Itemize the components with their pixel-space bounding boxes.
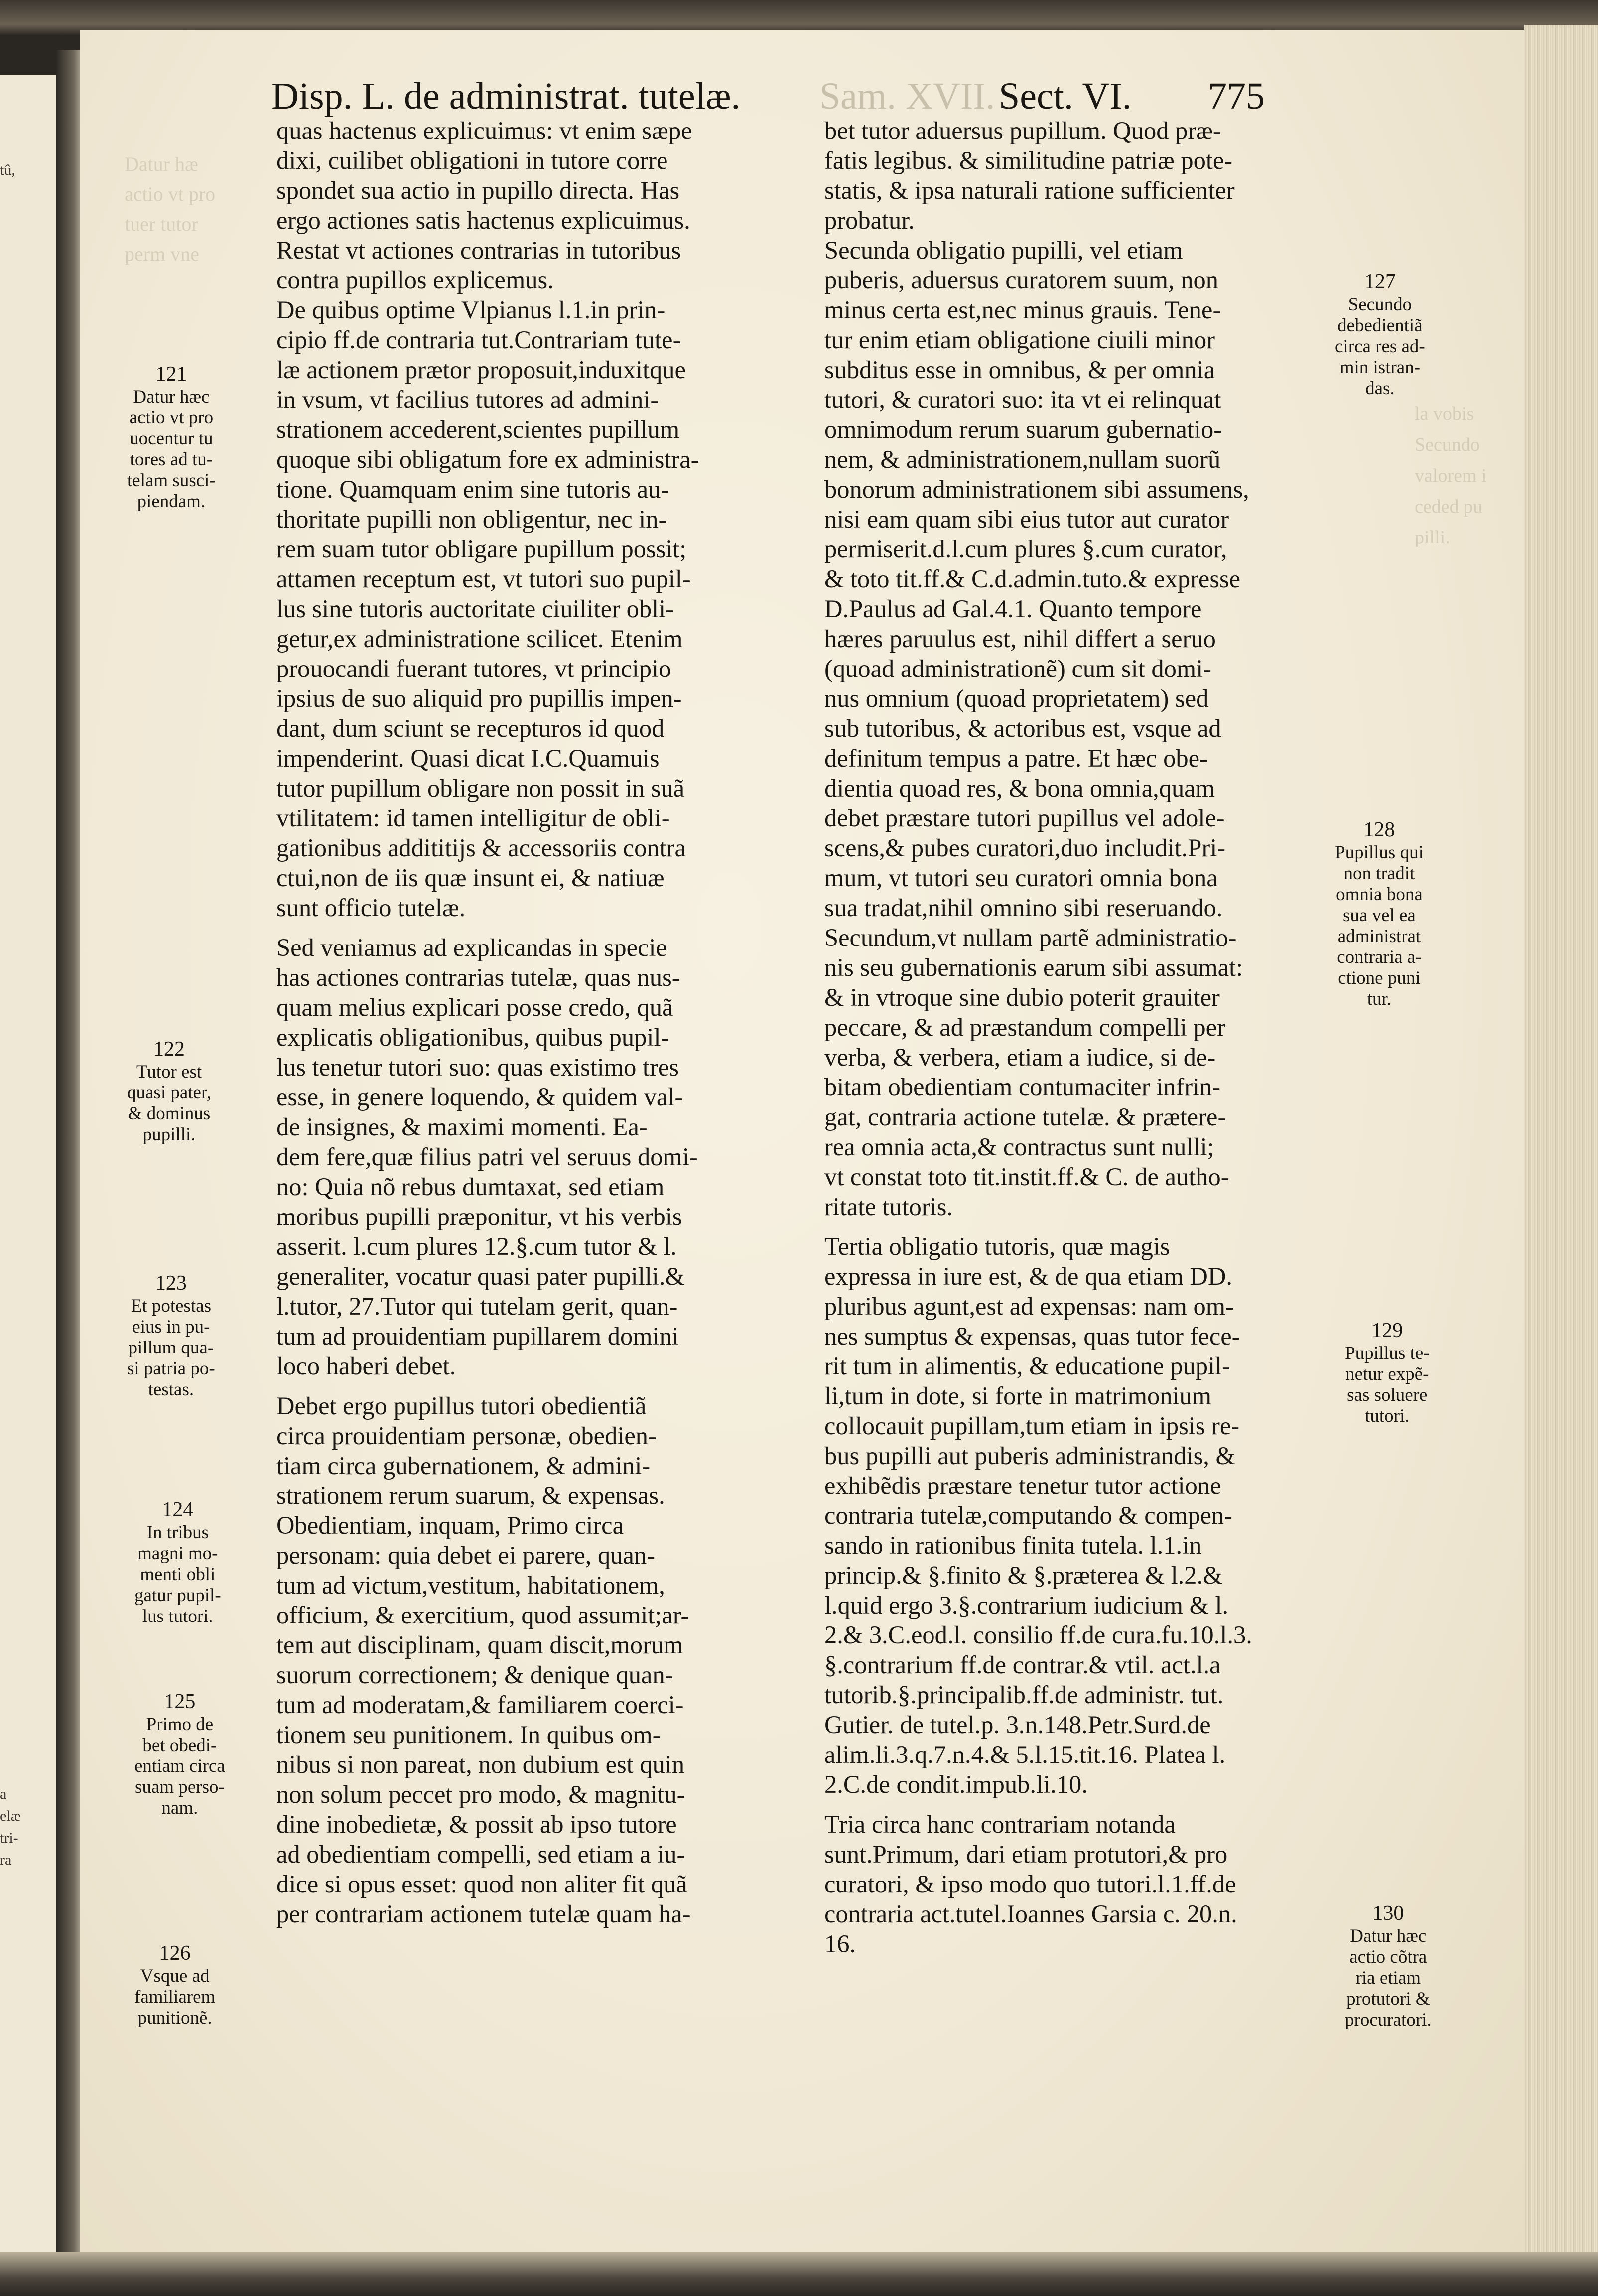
text-line: impenderint. Quasi dicat I.C.Quamuis bbox=[276, 744, 660, 772]
text-line: loco haberi debet. bbox=[276, 1352, 456, 1380]
margin-note-line: procuratori. bbox=[1345, 2010, 1432, 2030]
facing-page-fragment: tû, bbox=[0, 162, 15, 178]
margin-note bbox=[127, 364, 216, 512]
margin-note-line: piendam. bbox=[137, 491, 206, 512]
text-line: dice si opus esset: quod non aliter fit quã bbox=[276, 1870, 687, 1898]
text-line: nis seu gubernationis earum sibi assumat: bbox=[824, 953, 1243, 981]
text-line: bitam obedientiam contumaciter infrin- bbox=[824, 1073, 1221, 1101]
show-through-line: la vobis bbox=[1415, 404, 1474, 424]
text-line: has actiones contrarias tutelæ, quas nus- bbox=[276, 963, 680, 991]
margin-note bbox=[134, 1499, 221, 1627]
margin-note-line: administrat bbox=[1337, 926, 1421, 946]
text-line: de insignes, & maximi momenti. Ea- bbox=[276, 1113, 648, 1141]
text-line: gationibus addititijs & accessoriis contra bbox=[276, 834, 686, 862]
text-line: mum, vt tutori seu curatori omnia bona bbox=[824, 864, 1218, 892]
text-line: non solum peccet pro modo, & magnitu- bbox=[276, 1780, 685, 1808]
text-line: thoritate pupilli non obligentur, nec in- bbox=[276, 505, 667, 533]
text-line: dixi, cuilibet obligationi in tutore corre bbox=[276, 146, 668, 174]
text-line: D.Paulus ad Gal.4.1. Quanto tempore bbox=[824, 595, 1202, 623]
text-line: ritate tutoris. bbox=[824, 1193, 953, 1220]
show-through-line: Secundo bbox=[1415, 434, 1480, 455]
margin-note-line: Datur hæc bbox=[1350, 1926, 1427, 1946]
facing-page-fragment: tri- bbox=[0, 1830, 18, 1846]
margin-note-line: lus tutori. bbox=[142, 1606, 213, 1626]
text-line: Obedientiam, inquam, Primo circa bbox=[276, 1511, 624, 1539]
margin-note-number: 124 bbox=[162, 1498, 194, 1521]
text-line: tutor pupillum obligare non possit in suã bbox=[276, 774, 685, 802]
margin-note-number: 123 bbox=[155, 1272, 187, 1295]
margin-note-line: punitionẽ. bbox=[137, 2008, 212, 2028]
text-line: Gutier. de tutel.p. 3.n.148.Petr.Surd.de bbox=[824, 1711, 1211, 1739]
text-line: sunt officio tutelæ. bbox=[276, 894, 466, 922]
text-line: dant, dum sciunt se recepturos id quod bbox=[276, 714, 665, 742]
text-line: tutori, & curatori suo: ita vt ei relinquat bbox=[824, 386, 1221, 413]
show-through-line: valorem i bbox=[1415, 465, 1487, 486]
margin-note-line: tores ad tu- bbox=[130, 449, 213, 470]
text-line: collocauit pupillam,tum etiam in ipsis re- bbox=[824, 1412, 1240, 1440]
text-line: no: Quia nõ rebus dumtaxat, sed etiam bbox=[276, 1173, 665, 1201]
text-line: debet præstare tutori pupillus vel adole- bbox=[824, 804, 1225, 832]
text-line: 2.& 3.C.eod.l. consilio ff.de cura.fu.10.l.3. bbox=[824, 1621, 1252, 1649]
text-line: Restat vt actiones contrarias in tutoribus bbox=[276, 236, 681, 264]
text-line: prouocandi fuerant tutores, vt principio bbox=[276, 655, 671, 682]
margin-note-line: actio cõtra bbox=[1349, 1947, 1427, 1967]
text-line: curatori, & ipso modo quo tutori.l.1.ff.de bbox=[824, 1870, 1236, 1898]
text-line: tum ad prouidentiam pupillarem domini bbox=[276, 1322, 679, 1350]
margin-note-number: 125 bbox=[164, 1690, 196, 1713]
show-through-line: actio vt pro bbox=[125, 183, 216, 205]
show-through-line: Datur hæ bbox=[125, 153, 198, 175]
text-line: strationem accederent,scientes pupillum bbox=[276, 415, 680, 443]
facing-page bbox=[0, 75, 59, 2267]
margin-note-line: contraria a- bbox=[1337, 947, 1422, 967]
text-line: ad obedientiam compelli, sed etiam a iu- bbox=[276, 1840, 685, 1868]
margin-note-line: pupilli. bbox=[142, 1124, 196, 1145]
margin-note-line: protutori & bbox=[1346, 1989, 1430, 2009]
text-line: rem suam tutor obligare pupillum possit; bbox=[276, 535, 687, 563]
margin-note bbox=[1335, 271, 1425, 399]
text-line: quas hactenus explicuimus: vt enim sæpe bbox=[276, 117, 692, 144]
margin-note-line: nam. bbox=[161, 1798, 198, 1818]
text-line: in vsum, vt facilius tutores ad admini- bbox=[276, 386, 659, 413]
margin-note-number: 130 bbox=[1372, 1902, 1404, 1925]
margin-note-line: tutori. bbox=[1365, 1406, 1410, 1426]
text-line: ctui,non de iis quæ insunt ei, & natiuæ bbox=[276, 864, 665, 892]
page-number: 775 bbox=[1208, 75, 1265, 117]
text-line: subditus esse in omnibus, & per omnia bbox=[824, 356, 1215, 384]
text-line: sub tutoribus, & actoribus est, vsque ad bbox=[824, 714, 1221, 742]
text-line: expressa in iure est, & de qua etiam DD. bbox=[824, 1262, 1232, 1290]
text-line: moribus pupilli præponitur, vt his verbis bbox=[276, 1203, 682, 1230]
text-line: suorum correctionem; & denique quan- bbox=[276, 1661, 673, 1689]
margin-note-line: netur expẽ- bbox=[1345, 1364, 1429, 1384]
text-line: princip.& §.finito & §.præterea & l.2.& bbox=[824, 1561, 1223, 1589]
text-line: tur enim etiam obligatione ciuili minor bbox=[824, 326, 1215, 354]
margin-note-line: bet obedi- bbox=[142, 1735, 217, 1756]
margin-note-line: si patria po- bbox=[127, 1358, 215, 1379]
text-line: getur,ex administratione scilicet. Etenim bbox=[276, 625, 683, 653]
text-line: strationem rerum suarum, & expensas. bbox=[276, 1482, 665, 1509]
text-line: contraria tutelæ,computando & compen- bbox=[824, 1501, 1232, 1529]
text-line: l.quid ergo 3.§.contrarium iudicium & l. bbox=[824, 1591, 1229, 1619]
text-line: læ actionem prætor proposuit,induxitque bbox=[276, 356, 686, 384]
text-line: & toto tit.ff.& C.d.admin.tuto.& expresse bbox=[824, 565, 1241, 593]
margin-note-line: telam susci- bbox=[127, 470, 216, 491]
text-line: personam: quia debet ei parere, quan- bbox=[276, 1541, 655, 1569]
text-line: ipsius de suo aliquid pro pupillis impen- bbox=[276, 684, 682, 712]
text-line: bus pupilli aut puberis administrandis, & bbox=[824, 1442, 1235, 1470]
text-line: generaliter, vocatur quasi pater pupilli.& bbox=[276, 1262, 685, 1290]
margin-note-line: Pupillus te- bbox=[1345, 1343, 1430, 1363]
text-line: pluribus agunt,est ad expensas: nam om- bbox=[824, 1292, 1234, 1320]
text-line: dem fere,quæ filius patri vel seruus domi- bbox=[276, 1143, 698, 1171]
facing-page-fragment: elæ bbox=[0, 1808, 21, 1824]
text-line: fatis legibus. & similitudine patriæ pote- bbox=[824, 146, 1233, 174]
margin-note bbox=[1345, 1320, 1430, 1427]
text-line: l.tutor, 27.Tutor qui tutelam gerit, quan- bbox=[276, 1292, 678, 1320]
show-through-line: tuer tutor bbox=[125, 213, 198, 235]
text-line: probatur. bbox=[824, 206, 915, 234]
margin-note-number: 127 bbox=[1364, 270, 1396, 293]
show-through-right bbox=[1415, 399, 1487, 553]
margin-note bbox=[1345, 1903, 1432, 2030]
facing-page-fragment: ra bbox=[0, 1852, 12, 1868]
text-line: alim.li.3.q.7.n.4.& 5.l.15.tit.16. Platea l. bbox=[824, 1741, 1226, 1768]
margin-note bbox=[1335, 819, 1424, 1010]
margin-note-line: Datur hæc bbox=[133, 387, 210, 407]
margin-note-line: debedientiã bbox=[1337, 315, 1423, 336]
text-line: rit tum in alimentis, & educatione pupil- bbox=[824, 1352, 1230, 1380]
text-line: Tria circa hanc contrariam notanda bbox=[824, 1810, 1176, 1838]
margin-note-line: suam perso- bbox=[134, 1777, 225, 1797]
margin-note-line: & dominus bbox=[128, 1103, 211, 1124]
margin-note bbox=[134, 1943, 215, 2028]
margin-note-line: Pupillus qui bbox=[1335, 842, 1424, 863]
text-line: nes sumptus & expensas, quas tutor fece- bbox=[824, 1322, 1240, 1350]
text-line: nibus si non pareat, non dubium est quin bbox=[276, 1751, 685, 1778]
margin-note-line: quasi pater, bbox=[127, 1082, 212, 1103]
margin-note-line: tur. bbox=[1367, 989, 1392, 1009]
margin-note-line: uocentur tu bbox=[130, 428, 213, 449]
text-line: cipio ff.de contraria tut.Contrariam tute- bbox=[276, 326, 681, 354]
text-line: puberis, aduersus curatorem suum, non bbox=[824, 266, 1218, 294]
text-line: gat, contraria actione tutelæ. & prætere- bbox=[824, 1103, 1226, 1131]
text-line: tionem seu punitionem. In quibus om- bbox=[276, 1721, 661, 1749]
margin-note-line: actio vt pro bbox=[129, 407, 214, 428]
text-line: sando in rationibus finita tutela. l.1.in bbox=[824, 1531, 1202, 1559]
text-line: sunt.Primum, dari etiam protutori,& pro bbox=[824, 1840, 1228, 1868]
text-line: lus tenetur tutori suo: quas existimo tres bbox=[276, 1053, 679, 1081]
margin-note-line: Primo de bbox=[146, 1714, 214, 1735]
margin-note-line: familiarem bbox=[134, 1987, 216, 2007]
margin-note-line: testas. bbox=[148, 1379, 194, 1400]
text-line: tem aut disciplinam, quam discit,morum bbox=[276, 1631, 683, 1659]
text-line: tione. Quamquam enim sine tutoris au- bbox=[276, 475, 669, 503]
text-line: spondet sua actio in pupillo directa. Has bbox=[276, 176, 680, 204]
text-line: nem, & administrationem,nullam suorũ bbox=[824, 445, 1221, 473]
text-line: nisi eam quam sibi eius tutor aut curator bbox=[824, 505, 1229, 533]
text-line: Debet ergo pupillus tutori obedientiã bbox=[276, 1392, 647, 1420]
text-line: dientia quoad res, & bona omnia,quam bbox=[824, 774, 1215, 802]
text-line: 2.C.de condit.impub.li.10. bbox=[824, 1770, 1088, 1798]
text-line: exhibẽdis præstare tenetur tutor actione bbox=[824, 1472, 1221, 1499]
margin-note bbox=[134, 1691, 225, 1819]
margin-note-number: 128 bbox=[1363, 818, 1395, 841]
margin-note-line: entiam circa bbox=[134, 1756, 225, 1776]
right-text-column bbox=[824, 116, 1323, 1959]
text-line: definitum tempus a patre. Et hæc obe- bbox=[824, 744, 1208, 772]
text-line: scens,& pubes curatori,duo includit.Pri- bbox=[824, 834, 1226, 862]
show-through-line: ceded pu bbox=[1415, 496, 1483, 517]
text-line: per contrariam actionem tutelæ quam ha- bbox=[276, 1900, 691, 1928]
margin-note-number: 122 bbox=[153, 1038, 185, 1061]
text-line: De quibus optime Vlpianus l.1.in prin- bbox=[276, 296, 666, 324]
text-line: contra pupillos explicemus. bbox=[276, 266, 554, 294]
margin-note-line: Secundo bbox=[1348, 294, 1412, 315]
show-through-line: pilli. bbox=[1415, 527, 1450, 548]
text-line: omnimodum rerum suarum gubernatio- bbox=[824, 415, 1222, 443]
text-line: attamen receptum est, vt tutori suo pupil- bbox=[276, 565, 691, 593]
book-bottom-edge bbox=[0, 2252, 1598, 2296]
margin-note-line: omnia bona bbox=[1336, 884, 1423, 905]
text-line: contraria act.tutel.Ioannes Garsia c. 20.n. bbox=[824, 1900, 1237, 1928]
margin-note bbox=[127, 1273, 215, 1400]
text-line: officium, & exercitium, quod assumit;ar- bbox=[276, 1601, 689, 1629]
margin-note-line: non tradit bbox=[1343, 863, 1415, 884]
text-line: bet tutor aduersus pupillum. Quod præ- bbox=[824, 117, 1221, 144]
margin-note-number: 126 bbox=[159, 1942, 191, 1965]
margin-note-line: magni mo- bbox=[137, 1543, 218, 1564]
header-section: Sect. VI. bbox=[999, 75, 1132, 117]
margin-note-line: min istran- bbox=[1339, 357, 1421, 378]
text-line: sua tradat,nihil omnino sibi reseruando. bbox=[824, 894, 1223, 922]
margin-note-line: sua vel ea bbox=[1342, 905, 1416, 926]
text-line: minus certa est,nec minus grauis. Tene- bbox=[824, 296, 1221, 324]
text-line: tutorib.§.principalib.ff.de administr. tut. bbox=[824, 1681, 1224, 1709]
margin-note-line: gatur pupil- bbox=[134, 1585, 221, 1606]
margin-note-line: pillum qua- bbox=[128, 1338, 214, 1358]
text-line: hæres paruulus est, nihil differt a seruo bbox=[824, 625, 1216, 653]
margin-note-number: 129 bbox=[1371, 1319, 1403, 1342]
text-line: circa prouidentiam personæ, obedien- bbox=[276, 1422, 657, 1450]
text-line: asserit. l.cum plures 12.§.cum tutor & l. bbox=[276, 1232, 677, 1260]
text-line: verba, & verbera, etiam a iudice, si de- bbox=[824, 1043, 1216, 1071]
margin-note-line: ctione puni bbox=[1338, 968, 1421, 988]
text-line: tiam circa gubernationem, & admini- bbox=[276, 1452, 651, 1480]
text-line: §.contrarium ff.de contrar.& vtil. act.l.a bbox=[824, 1651, 1221, 1679]
margin-note-line: das. bbox=[1365, 378, 1395, 399]
margin-note-number: 121 bbox=[155, 363, 187, 386]
left-text-column bbox=[276, 116, 804, 1929]
text-line: tum ad moderatam,& familiarem coerci- bbox=[276, 1691, 684, 1719]
margin-note-line: ria etiam bbox=[1355, 1968, 1421, 1988]
margin-note-line: Tutor est bbox=[136, 1062, 202, 1082]
text-line: (quoad administrationẽ) cum sit domi- bbox=[824, 655, 1211, 682]
text-line: dine inobedietæ, & possit ab ipso tutore bbox=[276, 1810, 677, 1838]
text-line: Tertia obligatio tutoris, quæ magis bbox=[824, 1232, 1170, 1260]
show-through-left bbox=[125, 149, 215, 269]
text-line: permiserit.d.l.cum plures §.cum curator, bbox=[824, 535, 1227, 563]
margin-note-line: Et potestas bbox=[131, 1296, 212, 1316]
text-line: quoque sibi obligatum fore ex administra- bbox=[276, 445, 699, 473]
show-through-line: perm vne bbox=[125, 243, 199, 265]
margin-note-line: eius in pu- bbox=[132, 1317, 210, 1337]
text-line: rea omnia acta,& contractus sunt nulli; bbox=[824, 1133, 1214, 1161]
text-line: Secundum,vt nullam partẽ administratio- bbox=[824, 924, 1237, 951]
text-line: 16. bbox=[824, 1930, 856, 1958]
text-line: & in vtroque sine dubio poterit grauiter bbox=[824, 983, 1220, 1011]
text-line: peccare, & ad præstandum compelli per bbox=[824, 1013, 1225, 1041]
text-line: lus sine tutoris auctoritate ciuiliter obli- bbox=[276, 595, 674, 623]
text-line: ergo actiones satis hactenus explicuimus. bbox=[276, 206, 690, 234]
margin-note-line: menti obli bbox=[140, 1564, 216, 1585]
facing-page-fragment: a bbox=[0, 1786, 7, 1802]
margin-note-line: sas soluere bbox=[1347, 1385, 1428, 1405]
text-line: statis, & ipsa naturali ratione sufficienter bbox=[824, 176, 1235, 204]
margin-note-line: Vsque ad bbox=[140, 1966, 210, 1986]
text-line: li,tum in dote, si forte in matrimonium bbox=[824, 1382, 1212, 1410]
text-line: explicatis obligationibus, quibus pupil- bbox=[276, 1023, 669, 1051]
text-line: Sed veniamus ad explicandas in specie bbox=[276, 934, 667, 961]
text-line: bonorum administrationem sibi assumens, bbox=[824, 475, 1249, 503]
header-title: Disp. L. de administrat. tutelæ. bbox=[271, 75, 741, 117]
margin-note bbox=[127, 1039, 211, 1145]
text-line: Secunda obligatio pupilli, vel etiam bbox=[824, 236, 1183, 264]
text-line: vtilitatem: id tamen intelligitur de obli- bbox=[276, 804, 670, 832]
header-show-through: Sam. XVII. bbox=[819, 75, 995, 117]
page-edges bbox=[1524, 25, 1598, 2282]
margin-note-line: circa res ad- bbox=[1335, 336, 1425, 357]
text-line: nus omnium (quoad proprietatem) sed bbox=[824, 684, 1209, 712]
text-line: tum ad victum,vestitum, habitationem, bbox=[276, 1571, 665, 1599]
margin-note-line: In tribus bbox=[146, 1522, 209, 1543]
text-line: quam melius explicari posse credo, quã bbox=[276, 993, 673, 1021]
text-line: vt constat toto tit.instit.ff.& C. de autho- bbox=[824, 1163, 1229, 1191]
text-line: esse, in genere loquendo, & quidem val- bbox=[276, 1083, 683, 1111]
